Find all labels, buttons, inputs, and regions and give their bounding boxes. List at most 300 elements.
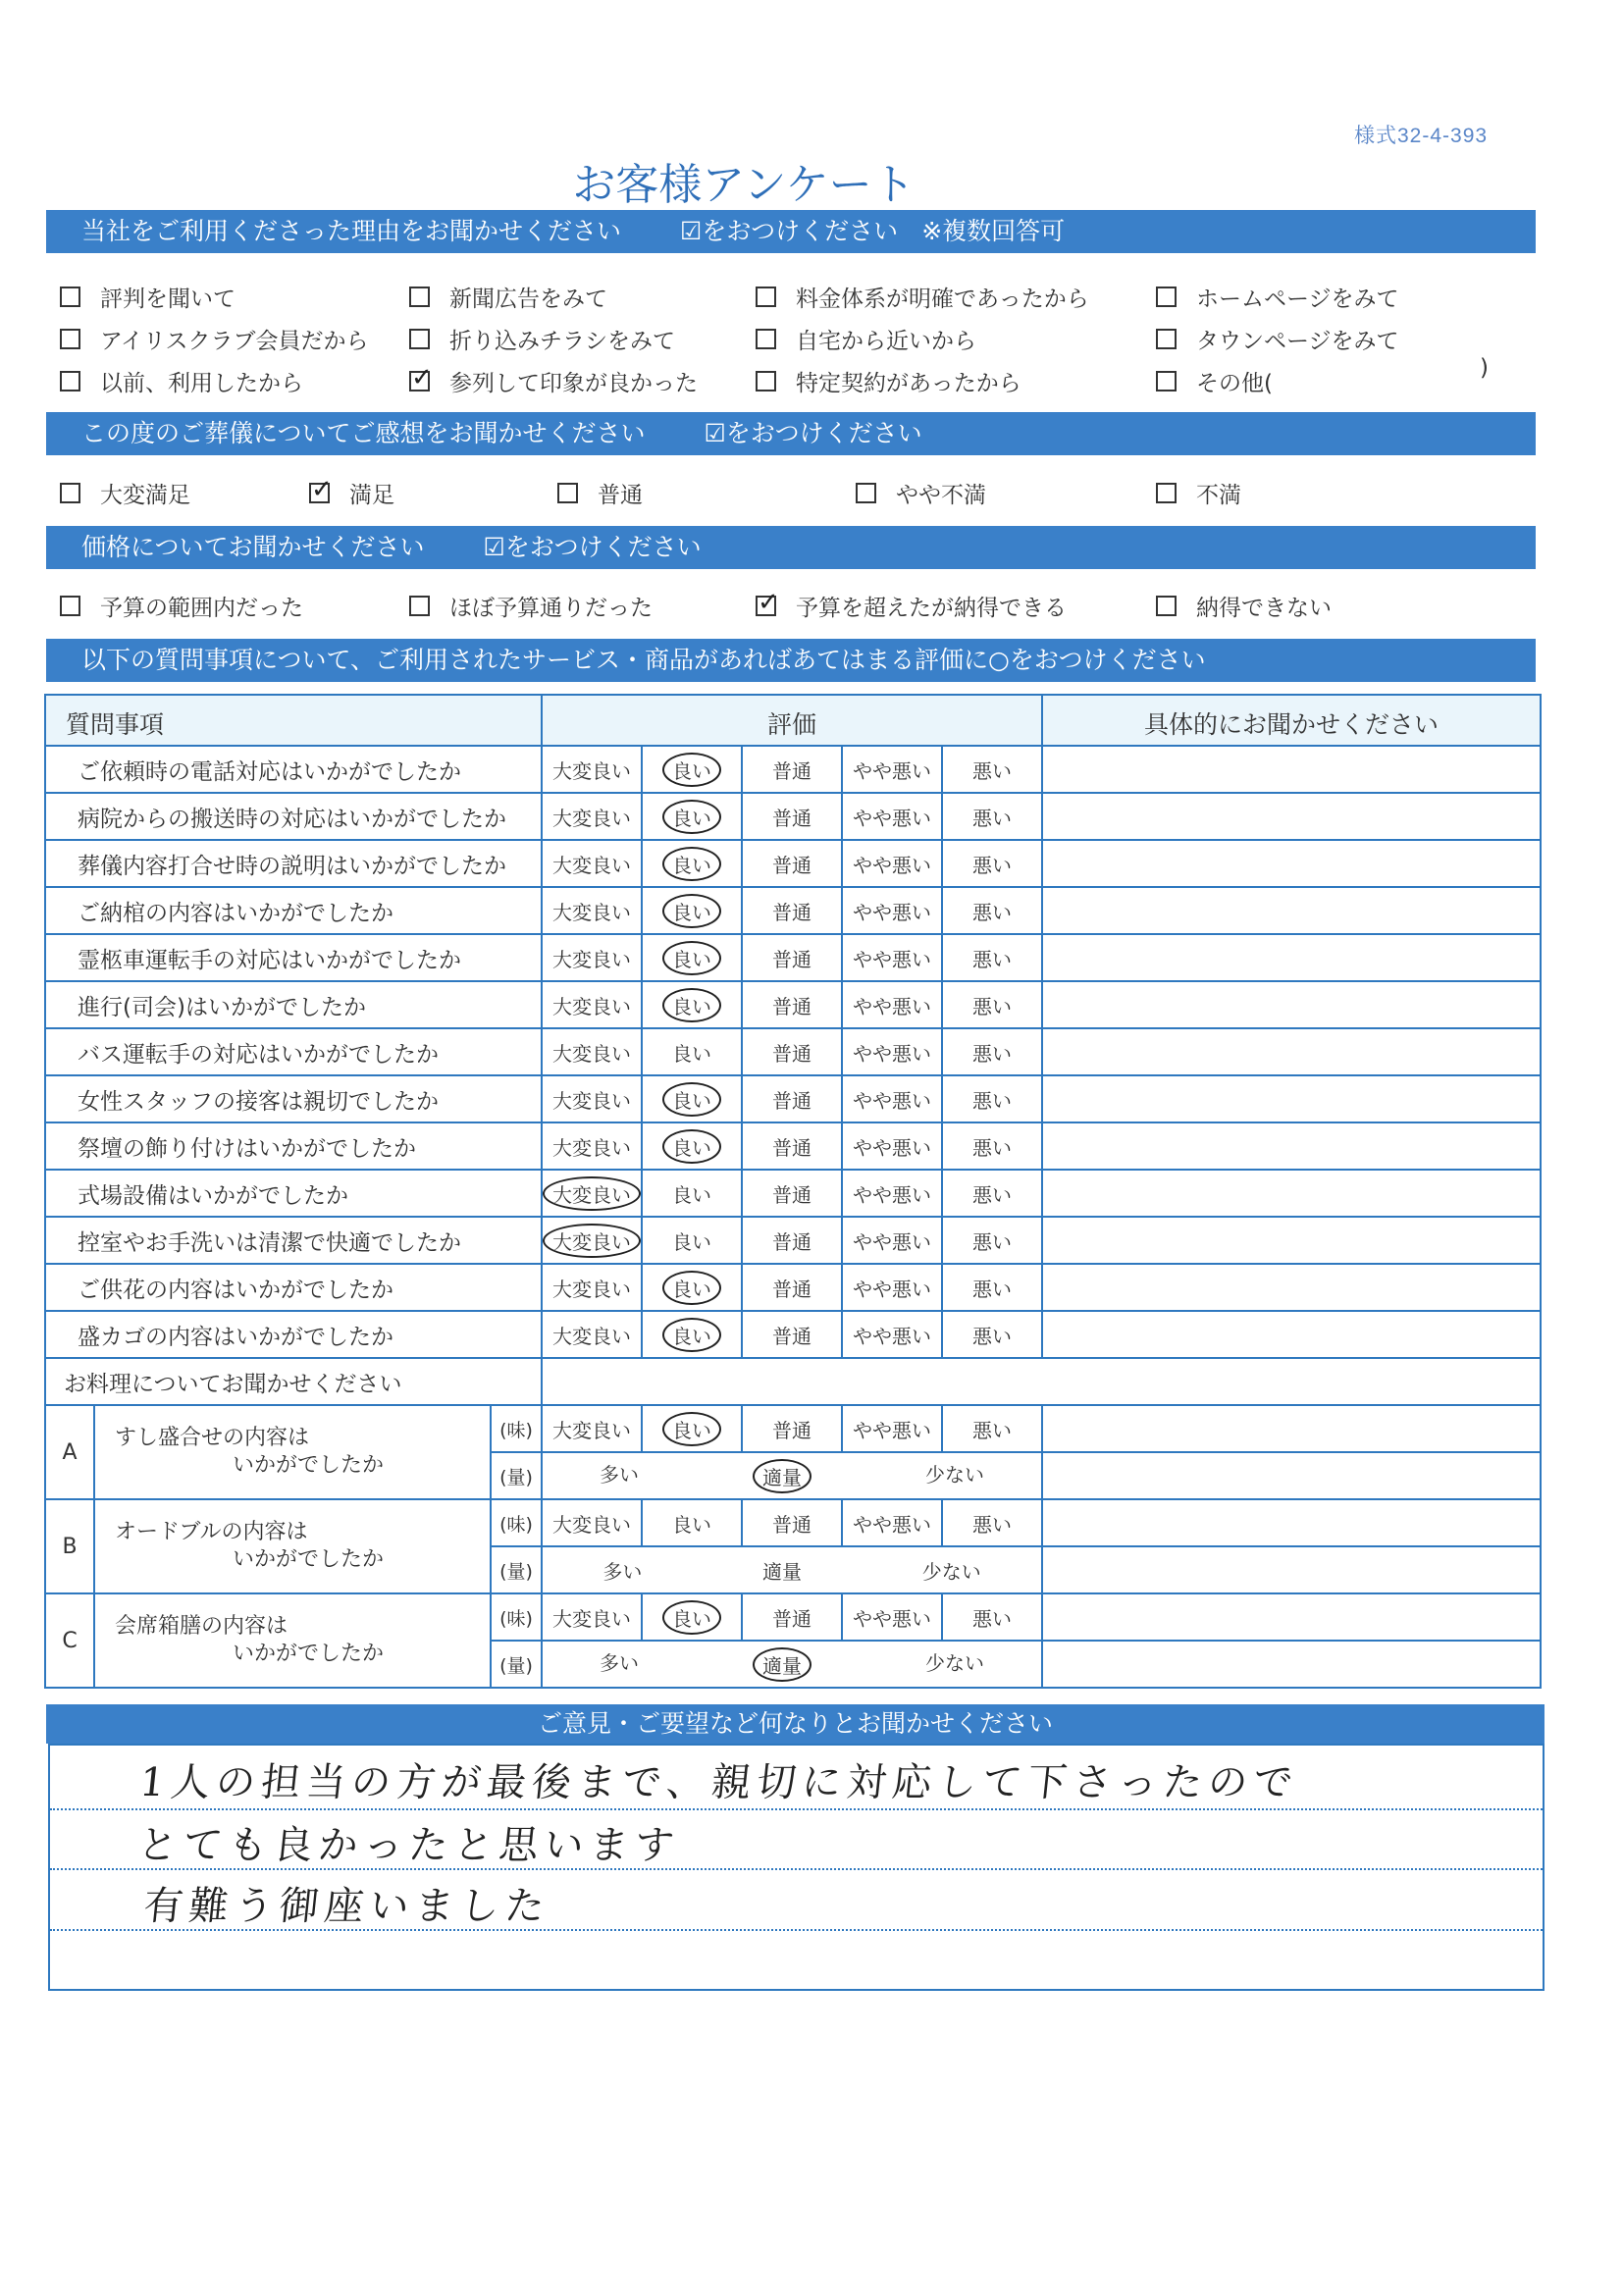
rating-label: やや悪い xyxy=(853,1041,931,1066)
option-label: 以前、利用したから xyxy=(100,371,303,396)
rating-option[interactable] xyxy=(742,887,842,934)
rating-label: 普通 xyxy=(772,1606,812,1631)
selected-rating: 良い xyxy=(662,1271,721,1305)
food-question-line2: いかがでしたか xyxy=(233,1547,385,1572)
rating-label: 悪い xyxy=(972,1277,1013,1301)
food-letter: C xyxy=(45,1593,94,1688)
rating-label: 悪い xyxy=(972,1088,1013,1113)
option-label: アイリスクラブ会員だから xyxy=(100,329,369,354)
rating-option[interactable] xyxy=(842,887,942,934)
table-row xyxy=(45,1028,1541,1075)
selected-amount[interactable]: 適量 xyxy=(753,1459,812,1493)
details-cell[interactable] xyxy=(1042,1641,1541,1688)
checkbox-icon[interactable] xyxy=(756,329,776,349)
details-cell[interactable] xyxy=(1042,1264,1541,1311)
rating-option[interactable] xyxy=(942,1311,1042,1358)
rating-option[interactable] xyxy=(842,1075,942,1122)
rating-label: やや悪い xyxy=(853,1606,931,1631)
option-label: 大変満足 xyxy=(100,483,190,508)
option-label: その他( xyxy=(1196,371,1273,396)
food-question xyxy=(94,1405,491,1499)
rating-option[interactable] xyxy=(842,1405,942,1452)
details-cell[interactable] xyxy=(1042,1028,1541,1075)
option-checkbox[interactable] xyxy=(409,590,653,622)
rating-option[interactable] xyxy=(642,1217,742,1264)
comment-line-3: 有難う御座いました xyxy=(141,1884,553,1929)
rating-option[interactable] xyxy=(942,1499,1042,1546)
option-label: 予算を超えたが納得できる xyxy=(796,596,1067,621)
question-text: 進行(司会)はいかがでしたか xyxy=(45,981,542,1028)
rating-option[interactable] xyxy=(842,793,942,840)
question-text: ご依頼時の電話対応はいかがでしたか xyxy=(45,746,542,793)
details-cell[interactable] xyxy=(1042,1593,1541,1641)
checkbox-icon[interactable] xyxy=(1156,596,1177,616)
rating-option[interactable] xyxy=(642,746,742,793)
rating-label: やや悪い xyxy=(853,1512,931,1537)
rating-option[interactable] xyxy=(742,1405,842,1452)
checkbox-icon[interactable] xyxy=(409,596,430,616)
checkbox-icon[interactable] xyxy=(60,596,80,616)
comments-heading: ご意見・ご要望など何なりとお聞かせください xyxy=(537,1709,1053,1738)
question-text: 式場設備はいかがでしたか xyxy=(45,1170,542,1217)
rating-label: 悪い xyxy=(972,1182,1013,1207)
rating-label: 悪い xyxy=(972,1606,1013,1631)
checkbox-icon[interactable] xyxy=(409,287,430,307)
rating-option[interactable] xyxy=(842,1499,942,1546)
rating-option[interactable] xyxy=(542,981,642,1028)
rating-option[interactable] xyxy=(542,1075,642,1122)
option-label: 参列して印象が良かった xyxy=(449,371,698,396)
table-row xyxy=(45,934,1541,981)
option-checkbox[interactable] xyxy=(756,281,1089,313)
other-close-paren: ) xyxy=(1480,355,1489,381)
rating-option[interactable] xyxy=(742,1217,842,1264)
checkbox-icon[interactable] xyxy=(60,329,80,349)
question-text: 祭壇の飾り付けはいかがでしたか xyxy=(45,1122,542,1170)
details-cell[interactable] xyxy=(1042,840,1541,887)
form-code: 様式32-4-393 xyxy=(1354,125,1489,147)
rating-option[interactable] xyxy=(942,1217,1042,1264)
option-label: ほぼ予算通りだった xyxy=(449,596,653,621)
rating-option[interactable] xyxy=(542,934,642,981)
rating-option[interactable] xyxy=(642,840,742,887)
rating-label: やや悪い xyxy=(853,947,931,971)
rating-option[interactable] xyxy=(942,934,1042,981)
header-details: 具体的にお聞かせください xyxy=(1042,695,1541,746)
rating-label: 普通 xyxy=(772,806,812,830)
details-cell[interactable] xyxy=(1042,1405,1541,1452)
option-label: やや不満 xyxy=(896,483,986,508)
impression-note: ☑をおつけください xyxy=(704,419,922,447)
option-label: 折り込みチラシをみて xyxy=(449,329,675,354)
amount-option[interactable]: 多い xyxy=(600,1462,639,1487)
rating-label: 大変良い xyxy=(552,994,631,1018)
rating-option[interactable] xyxy=(642,1075,742,1122)
price-section-header xyxy=(46,526,1536,569)
rating-label: やや悪い xyxy=(853,1135,931,1160)
rating-label: やや悪い xyxy=(853,900,931,924)
amount-scale xyxy=(543,1556,1041,1585)
details-cell[interactable] xyxy=(1042,1546,1541,1593)
rating-option[interactable] xyxy=(942,1028,1042,1075)
rating-option[interactable] xyxy=(542,1028,642,1075)
rating-option[interactable] xyxy=(542,1122,642,1170)
details-cell[interactable] xyxy=(1042,1075,1541,1122)
selected-rating: 良い xyxy=(662,988,721,1022)
rating-option[interactable] xyxy=(742,1264,842,1311)
comment-line-2: とても良かったと思います xyxy=(135,1823,683,1868)
rating-option[interactable] xyxy=(642,793,742,840)
selected-rating: 良い xyxy=(662,1129,721,1164)
rating-option[interactable] xyxy=(942,1264,1042,1311)
rating-option[interactable] xyxy=(742,1075,842,1122)
rating-label: 悪い xyxy=(972,994,1013,1018)
rating-label: やや悪い xyxy=(853,1182,931,1207)
rating-label: 良い xyxy=(672,1182,711,1207)
amount-option[interactable]: 適量 xyxy=(762,1559,803,1584)
rating-option[interactable] xyxy=(842,1122,942,1170)
rating-label: 大変良い xyxy=(552,1512,631,1537)
rating-label: 大変良い xyxy=(552,758,631,783)
reason-note: ☑をおつけください xyxy=(680,217,899,245)
option-checkbox[interactable] xyxy=(756,323,976,355)
rating-option[interactable] xyxy=(742,793,842,840)
rating-label: やや悪い xyxy=(853,1229,931,1254)
rating-option[interactable] xyxy=(542,840,642,887)
rating-option[interactable] xyxy=(942,840,1042,887)
selected-amount[interactable]: 適量 xyxy=(753,1647,812,1682)
option-label: 料金体系が明確であったから xyxy=(796,287,1089,312)
selected-rating: 良い xyxy=(662,1082,721,1117)
option-label: 普通 xyxy=(598,483,643,508)
rating-option[interactable] xyxy=(642,1311,742,1358)
option-checkbox[interactable] xyxy=(1156,281,1399,313)
food-question xyxy=(94,1593,491,1688)
rating-label: 普通 xyxy=(772,1229,812,1254)
option-label: 評判を聞いて xyxy=(100,287,236,312)
rating-label: やや悪い xyxy=(853,853,931,877)
rating-label: 普通 xyxy=(772,947,812,971)
rating-option[interactable] xyxy=(942,981,1042,1028)
question-text: ご納棺の内容はいかがでしたか xyxy=(45,887,542,934)
rating-label: 大変良い xyxy=(552,1135,631,1160)
option-label: 不満 xyxy=(1196,483,1241,508)
food-question-line2: いかがでしたか xyxy=(233,1642,385,1666)
evaluation-section-header xyxy=(46,639,1536,682)
food-taste-row xyxy=(45,1499,1541,1546)
table-row xyxy=(45,887,1541,934)
rating-option[interactable] xyxy=(542,746,642,793)
option-label: 自宅から近いから xyxy=(796,329,976,354)
comments-section-header xyxy=(46,1704,1544,1744)
rating-option[interactable] xyxy=(942,793,1042,840)
option-checkbox[interactable] xyxy=(60,590,303,622)
rating-option[interactable] xyxy=(942,887,1042,934)
option-checkbox[interactable] xyxy=(60,281,236,313)
rating-label: 大変良い xyxy=(552,1277,631,1301)
option-checkbox[interactable] xyxy=(1156,323,1399,355)
reason-note-multi: ※複数回答可 xyxy=(921,217,1066,245)
rating-option[interactable] xyxy=(942,1593,1042,1641)
rating-label: 悪い xyxy=(972,1324,1013,1348)
selected-rating: 良い xyxy=(662,1412,721,1446)
checkbox-icon[interactable] xyxy=(60,287,80,307)
checkbox-icon[interactable] xyxy=(60,483,80,503)
table-row xyxy=(45,840,1541,887)
comment-line-1: 1人の担当の方が最後まで、親切に対応して下さったので xyxy=(137,1760,1301,1805)
rating-label: 大変良い xyxy=(552,853,631,877)
checkbox-icon[interactable] xyxy=(756,371,776,391)
amount-scale xyxy=(543,1459,1041,1493)
option-checkbox[interactable] xyxy=(756,590,1067,622)
selected-rating: 大変良い xyxy=(543,1224,641,1258)
option-label: 予算の範囲内だった xyxy=(100,596,303,621)
question-text: 葬儀内容打合せ時の説明はいかがでしたか xyxy=(45,840,542,887)
rating-option[interactable] xyxy=(742,1499,842,1546)
question-text: 病院からの搬送時の対応はいかがでしたか xyxy=(45,793,542,840)
rating-label: やや悪い xyxy=(853,994,931,1018)
rating-option[interactable] xyxy=(642,1122,742,1170)
rating-label: やや悪い xyxy=(853,1277,931,1301)
rating-option[interactable] xyxy=(842,840,942,887)
table-row xyxy=(45,746,1541,793)
rating-option[interactable] xyxy=(642,1170,742,1217)
details-cell[interactable] xyxy=(1042,934,1541,981)
rating-option[interactable] xyxy=(842,934,942,981)
rating-label: やや悪い xyxy=(853,1418,931,1442)
rating-option[interactable] xyxy=(942,746,1042,793)
rating-label: 普通 xyxy=(772,1418,812,1442)
food-section-row xyxy=(45,1358,1541,1405)
rating-option[interactable] xyxy=(842,1028,942,1075)
rating-option[interactable] xyxy=(542,1311,642,1358)
details-cell[interactable] xyxy=(1042,1170,1541,1217)
option-checkbox[interactable] xyxy=(309,477,394,509)
option-checkbox[interactable] xyxy=(409,365,698,397)
rating-label: 良い xyxy=(672,1229,711,1254)
rating-option[interactable] xyxy=(842,981,942,1028)
question-text: 盛カゴの内容はいかがでしたか xyxy=(45,1311,542,1358)
taste-label: (味) xyxy=(491,1499,542,1546)
rating-label: 普通 xyxy=(772,900,812,924)
rating-option[interactable] xyxy=(642,1593,742,1641)
checkbox-icon[interactable] xyxy=(557,483,578,503)
details-cell[interactable] xyxy=(1042,887,1541,934)
amount-option[interactable]: 少ない xyxy=(921,1559,981,1584)
selected-rating: 良い xyxy=(662,1600,721,1635)
table-row xyxy=(45,1170,1541,1217)
rating-label: 普通 xyxy=(772,1041,812,1066)
rating-option[interactable] xyxy=(842,1593,942,1641)
rating-option[interactable] xyxy=(542,1217,642,1264)
selected-rating: 良い xyxy=(662,753,721,787)
comment-rule xyxy=(50,1808,1543,1810)
rating-label: 大変良い xyxy=(552,900,631,924)
question-text: 女性スタッフの接客は親切でしたか xyxy=(45,1075,542,1122)
rating-option[interactable] xyxy=(542,793,642,840)
food-question-line1: オードブルの内容は xyxy=(115,1520,308,1544)
rating-label: 普通 xyxy=(772,853,812,877)
rating-option[interactable] xyxy=(742,1593,842,1641)
checked-box-icon[interactable] xyxy=(409,371,430,391)
checked-box-icon[interactable] xyxy=(756,596,776,616)
amount-label: (量) xyxy=(491,1641,542,1688)
food-question-line2: いかがでしたか xyxy=(233,1453,385,1478)
rating-option[interactable] xyxy=(642,1405,742,1452)
rating-option[interactable] xyxy=(742,981,842,1028)
checkbox-icon[interactable] xyxy=(1156,371,1177,391)
rating-option[interactable] xyxy=(842,1170,942,1217)
option-checkbox[interactable] xyxy=(1156,477,1241,509)
checkbox-icon[interactable] xyxy=(60,371,80,391)
table-row xyxy=(45,793,1541,840)
rating-option[interactable] xyxy=(642,981,742,1028)
rating-option[interactable] xyxy=(642,1028,742,1075)
details-cell[interactable] xyxy=(1042,746,1541,793)
rating-option[interactable] xyxy=(742,1122,842,1170)
checked-box-icon[interactable] xyxy=(309,483,330,503)
rating-label: 悪い xyxy=(972,806,1013,830)
rating-label: やや悪い xyxy=(853,758,931,783)
rating-label: 悪い xyxy=(972,1135,1013,1160)
rating-option[interactable] xyxy=(942,1170,1042,1217)
table-row xyxy=(45,1075,1541,1122)
impression-heading: この度のご葬儀についてご感想をお聞かせください xyxy=(81,419,646,447)
reason-heading: 当社をご利用くださった理由をお聞かせください xyxy=(81,217,622,245)
option-checkbox[interactable] xyxy=(557,477,643,509)
checkbox-icon[interactable] xyxy=(409,329,430,349)
amount-option[interactable]: 少ない xyxy=(925,1462,985,1487)
blank-cell xyxy=(542,1358,1541,1405)
selected-rating: 良い xyxy=(662,1318,721,1352)
food-taste-row xyxy=(45,1405,1541,1452)
option-label: 新聞広告をみて xyxy=(449,287,607,312)
details-cell[interactable] xyxy=(1042,1311,1541,1358)
details-cell[interactable] xyxy=(1042,1122,1541,1170)
checkbox-icon[interactable] xyxy=(756,287,776,307)
checkbox-icon[interactable] xyxy=(1156,287,1177,307)
rating-option[interactable] xyxy=(842,1311,942,1358)
rating-label: 普通 xyxy=(772,1324,812,1348)
checkbox-icon[interactable] xyxy=(1156,483,1177,503)
rating-option[interactable] xyxy=(742,1028,842,1075)
evaluation-table xyxy=(44,694,1542,1689)
selected-rating: 良い xyxy=(662,847,721,881)
rating-label: 大変良い xyxy=(552,1418,631,1442)
rating-option[interactable] xyxy=(542,887,642,934)
rating-option[interactable] xyxy=(642,887,742,934)
option-checkbox[interactable] xyxy=(409,323,675,355)
question-text: バス運転手の対応はいかがでしたか xyxy=(45,1028,542,1075)
option-label: タウンページをみて xyxy=(1196,329,1399,354)
amount-option[interactable]: 多い xyxy=(600,1650,639,1675)
rating-option[interactable] xyxy=(942,1075,1042,1122)
rating-label: 悪い xyxy=(972,1041,1013,1066)
amount-option[interactable]: 多い xyxy=(602,1559,643,1584)
option-checkbox[interactable] xyxy=(60,323,368,355)
rating-label: 良い xyxy=(672,1041,711,1066)
option-checkbox[interactable] xyxy=(756,365,1021,397)
amount-scale xyxy=(543,1647,1041,1682)
food-letter: B xyxy=(45,1499,94,1593)
amount-label: (量) xyxy=(491,1452,542,1499)
table-row xyxy=(45,1122,1541,1170)
option-checkbox[interactable] xyxy=(1156,365,1273,397)
rating-option[interactable] xyxy=(742,1311,842,1358)
question-text: 控室やお手洗いは清潔で快適でしたか xyxy=(45,1217,542,1264)
amount-options[interactable] xyxy=(542,1546,1042,1593)
food-question xyxy=(94,1499,491,1593)
rating-option[interactable] xyxy=(742,1170,842,1217)
rating-label: 大変良い xyxy=(552,1606,631,1631)
rating-label: 大変良い xyxy=(552,947,631,971)
rating-label: 悪い xyxy=(972,900,1013,924)
rating-label: 良い xyxy=(672,1512,711,1537)
table-row xyxy=(45,1217,1541,1264)
rating-label: 普通 xyxy=(772,758,812,783)
rating-option[interactable] xyxy=(742,840,842,887)
checkbox-icon[interactable] xyxy=(856,483,876,503)
option-label: 納得できない xyxy=(1196,596,1332,621)
rating-option[interactable] xyxy=(542,1264,642,1311)
price-heading: 価格についてお聞かせください xyxy=(81,533,425,561)
rating-option[interactable] xyxy=(842,1217,942,1264)
food-taste-row xyxy=(45,1593,1541,1641)
rating-label: 悪い xyxy=(972,1418,1013,1442)
rating-label: 大変良い xyxy=(552,1324,631,1348)
table-row xyxy=(45,981,1541,1028)
details-cell[interactable] xyxy=(1042,1452,1541,1499)
details-cell[interactable] xyxy=(1042,1217,1541,1264)
rating-option[interactable] xyxy=(742,934,842,981)
rating-option[interactable] xyxy=(542,1405,642,1452)
rating-label: やや悪い xyxy=(853,806,931,830)
food-section-label: お料理についてお聞かせください xyxy=(45,1358,542,1405)
option-checkbox[interactable] xyxy=(60,365,303,397)
rating-option[interactable] xyxy=(842,746,942,793)
page-title: お客様アンケート xyxy=(572,160,916,210)
evaluation-heading: 以下の質問事項について、ご利用されたサービス・商品があればあてはまる評価に○をおつけください xyxy=(81,646,1206,674)
rating-label: 大変良い xyxy=(552,1088,631,1113)
checkbox-icon[interactable] xyxy=(1156,329,1177,349)
option-checkbox[interactable] xyxy=(1156,590,1332,622)
rating-option[interactable] xyxy=(642,1499,742,1546)
details-cell[interactable] xyxy=(1042,1499,1541,1546)
rating-label: 悪い xyxy=(972,758,1013,783)
rating-option[interactable] xyxy=(942,1122,1042,1170)
rating-label: 普通 xyxy=(772,1277,812,1301)
amount-options[interactable] xyxy=(542,1452,1042,1499)
details-cell[interactable] xyxy=(1042,981,1541,1028)
rating-option[interactable] xyxy=(742,746,842,793)
option-label: 特定契約があったから xyxy=(796,371,1021,396)
rating-option[interactable] xyxy=(542,1593,642,1641)
rating-option[interactable] xyxy=(942,1405,1042,1452)
rating-option[interactable] xyxy=(542,1170,642,1217)
option-checkbox[interactable] xyxy=(856,477,986,509)
rating-option[interactable] xyxy=(842,1264,942,1311)
option-checkbox[interactable] xyxy=(60,477,190,509)
rating-option[interactable] xyxy=(542,1499,642,1546)
amount-option[interactable]: 少ない xyxy=(925,1650,985,1675)
amount-options[interactable] xyxy=(542,1641,1042,1688)
question-text: ご供花の内容はいかがでしたか xyxy=(45,1264,542,1311)
rating-option[interactable] xyxy=(642,1264,742,1311)
details-cell[interactable] xyxy=(1042,793,1541,840)
option-checkbox[interactable] xyxy=(409,281,607,313)
rating-option[interactable] xyxy=(642,934,742,981)
rating-label: 大変良い xyxy=(552,806,631,830)
